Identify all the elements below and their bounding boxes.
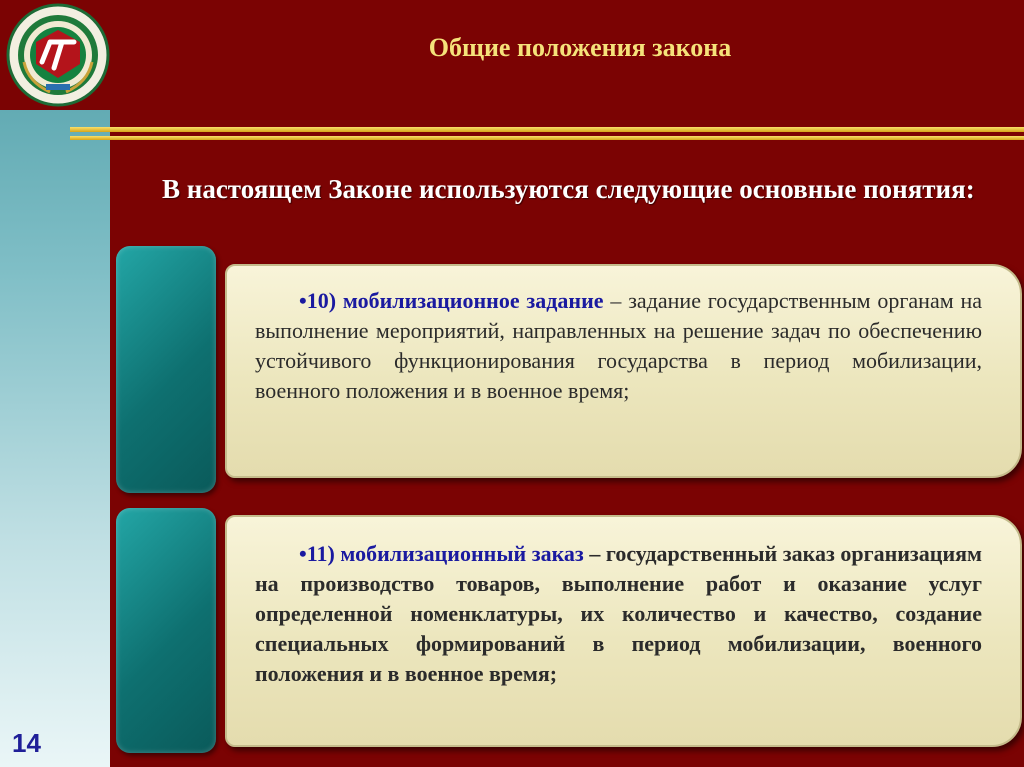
definition-text-10: [255, 286, 982, 406]
left-sidebar: [0, 0, 110, 767]
definition-term-11: мобилизационный заказ: [340, 541, 584, 566]
definition-prefix-10: •10): [299, 288, 337, 313]
intro-text: [118, 170, 1002, 208]
definition-prefix-11: •11): [299, 541, 335, 566]
definition-body-10: – задание государственным органам на выполнение мероприятий, направленных на решение задач по обеспечению устойчивого функционирования государства в период мобилизации, военного положения и в военное время;: [255, 288, 983, 403]
intro-sentence: В настоящем Законе используются следующие основные понятия:: [162, 174, 975, 204]
emblem-laurel-icon: [6, 2, 110, 108]
teal-tab-1: [116, 246, 216, 493]
title-divider-top: [70, 127, 1024, 132]
definition-card-11: [225, 515, 1022, 747]
teal-tab-2: [116, 508, 216, 753]
title-divider-bottom: [70, 136, 1024, 140]
definition-term-10: мобилизационное задание: [342, 288, 604, 313]
logo-area: [0, 0, 110, 110]
definition-body-11: – государственный заказ организациям на производство товаров, выполнение работ и оказание услуг определенной номенклатуры, их количество и качество, создание специальных формирований в период мобилизации, военного положения и в военное время;: [255, 541, 983, 686]
definition-text-11: [255, 539, 982, 689]
definition-card-10: [225, 264, 1022, 478]
slide-title: Общие положения закона: [428, 33, 732, 62]
slide-number: 14: [12, 728, 41, 758]
